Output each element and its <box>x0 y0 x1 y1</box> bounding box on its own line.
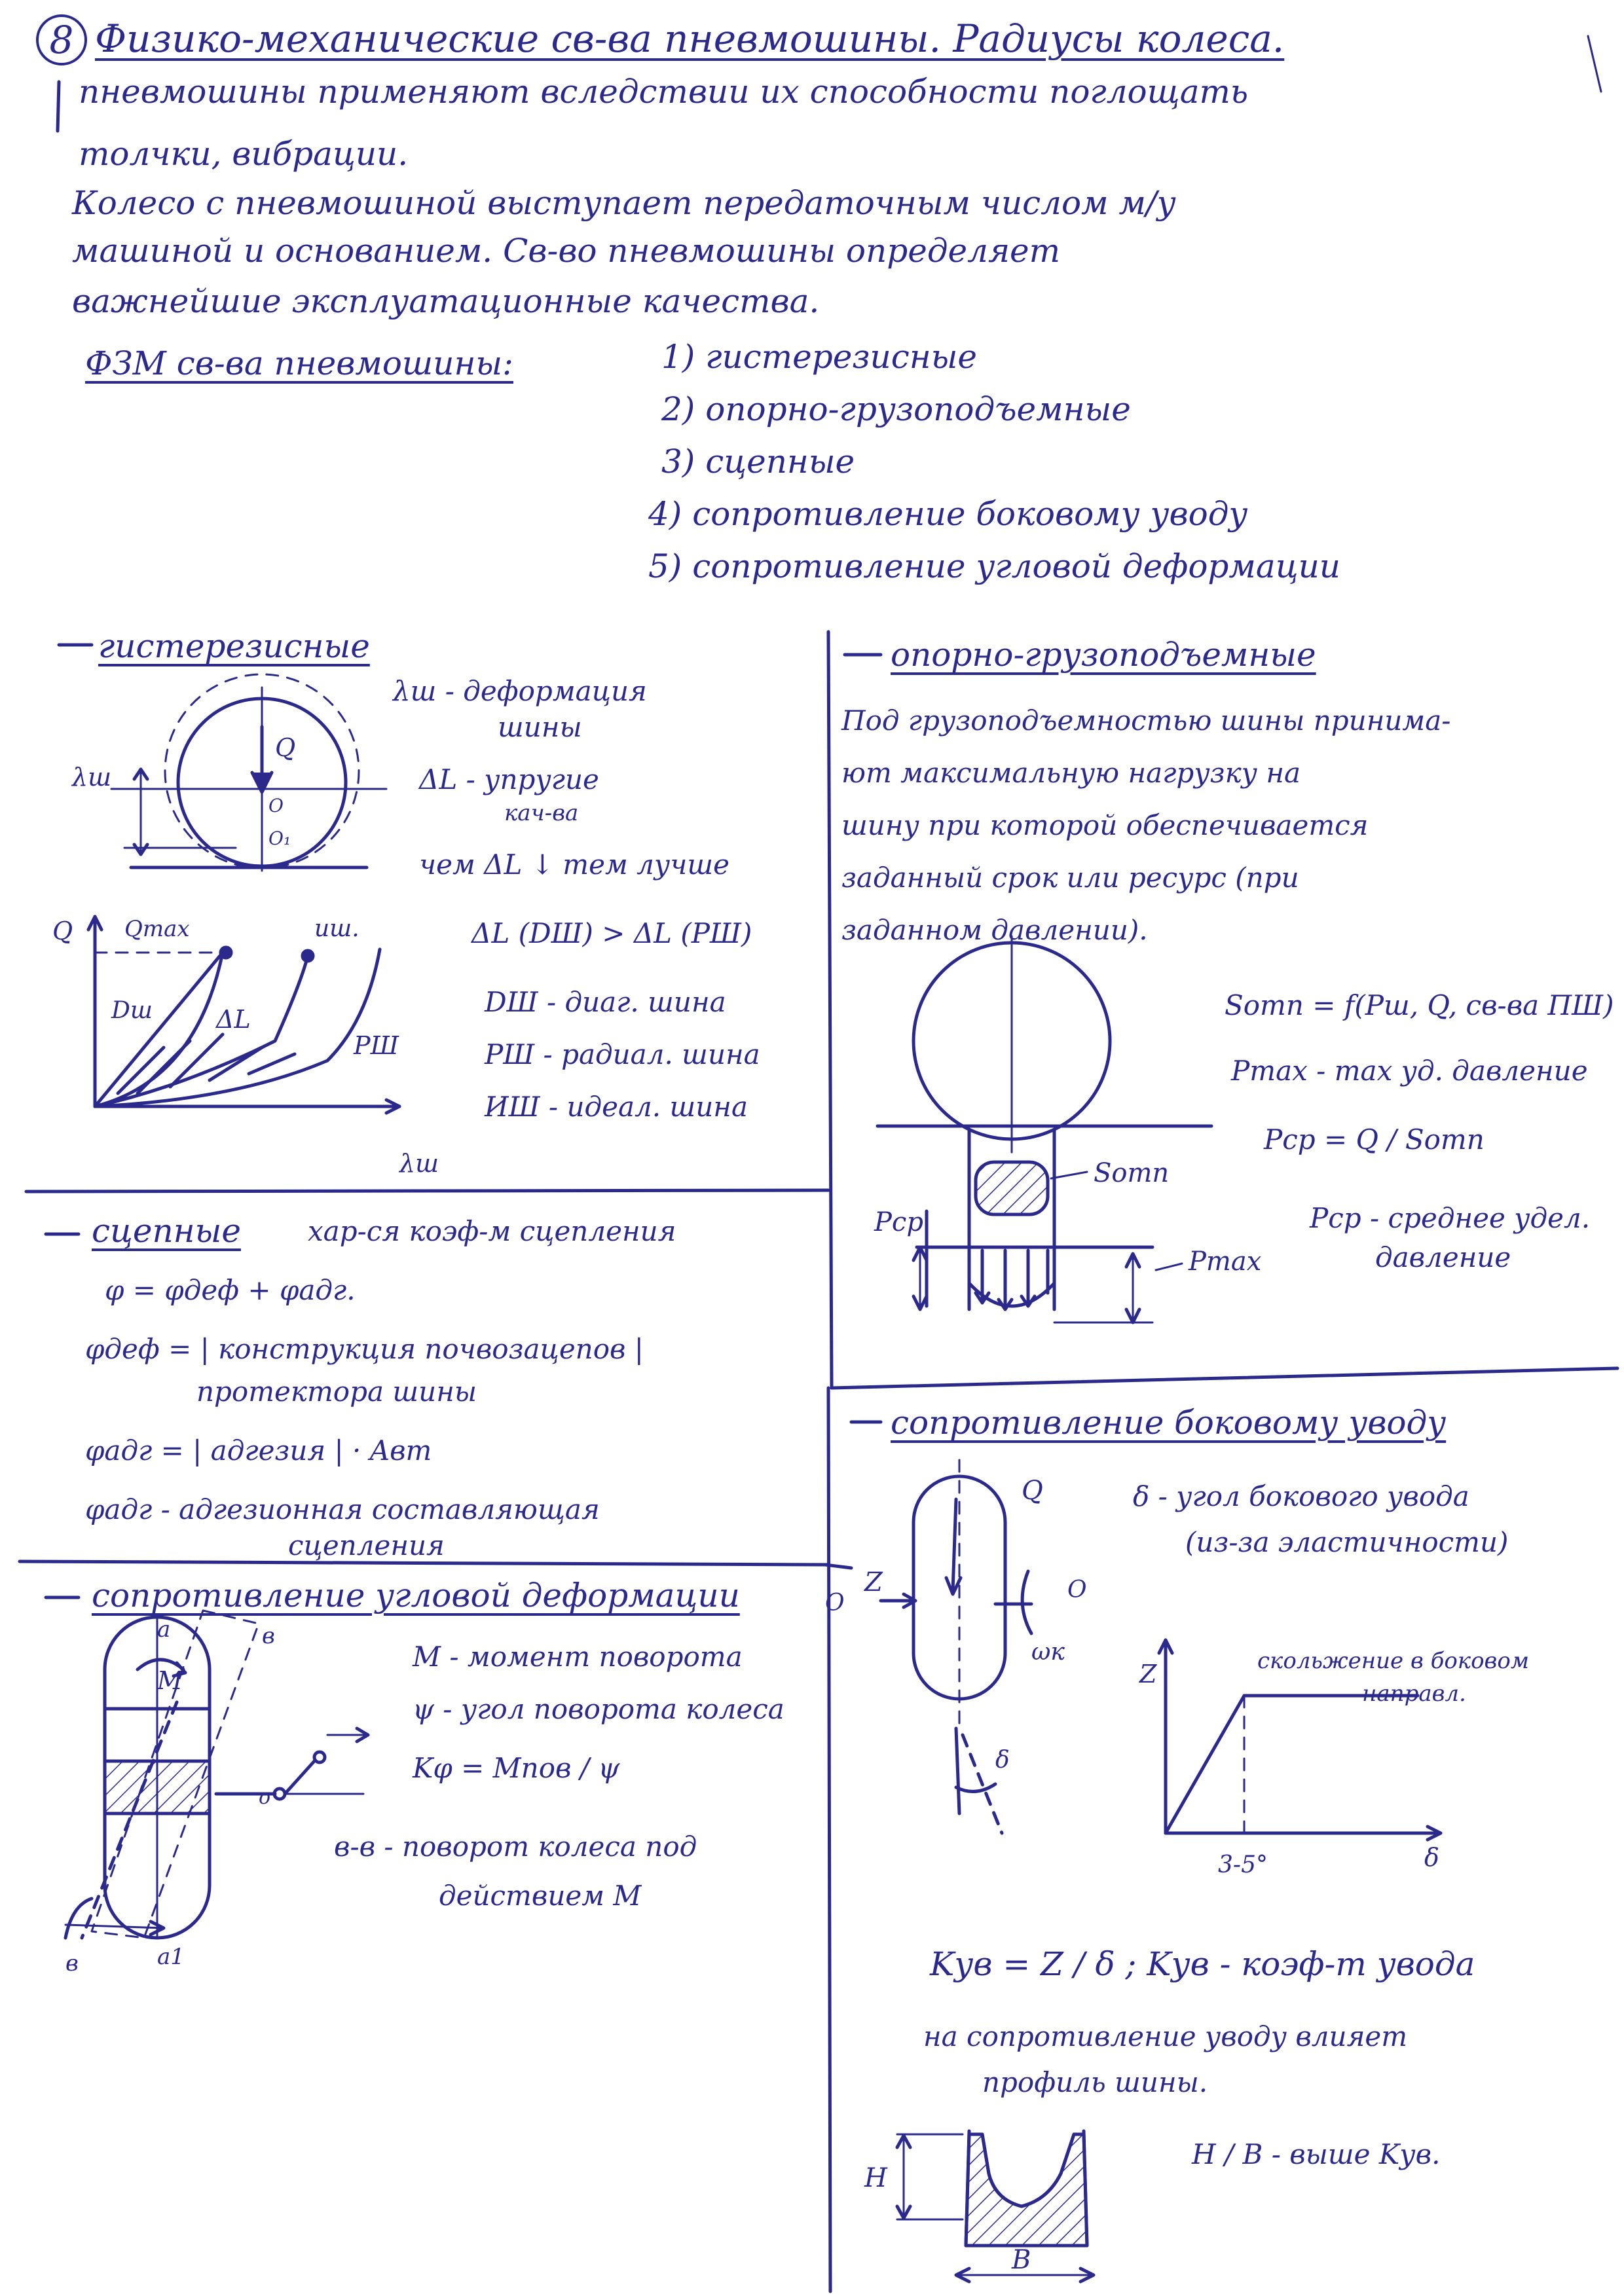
fig-label: λш <box>72 763 112 792</box>
fig-label: a <box>157 1616 171 1643</box>
fig-label: Sотп <box>1094 1158 1170 1188</box>
hysteresis-note: шины <box>498 711 582 743</box>
fig-label: Pср <box>874 1207 923 1237</box>
graph-label: Z <box>1139 1660 1157 1688</box>
intro-line: машиной и основанием. Св-во пневмошины определяет <box>72 232 1061 270</box>
intro-line: толчки, вибрации. <box>79 135 409 173</box>
angular-note: действием M <box>439 1880 642 1912</box>
hysteresis-heading: гистерезисные <box>98 627 370 665</box>
support-text-line: заданный срок или ресурс (при <box>841 862 1299 894</box>
graph-label: ΔL <box>216 1005 251 1034</box>
traction-text-line: φадг - адгезионная составляющая <box>85 1493 600 1525</box>
fig-label: a1 <box>157 1944 185 1970</box>
support-wheel-figure <box>874 936 1261 1322</box>
fig-label: Pmax <box>1189 1247 1262 1277</box>
lateral-note: направл. <box>1362 1681 1466 1707</box>
intro-line: пневмошины применяют вследствии их способности поглощать <box>79 73 1249 111</box>
fig-label: O <box>1067 1576 1087 1603</box>
section-number: 8 <box>36 14 87 65</box>
angular-heading: сопротивление угловой деформации <box>92 1576 740 1614</box>
lateral-note: H / B - выше Kув. <box>1192 2138 1441 2170</box>
hysteresis-graph <box>52 915 439 1178</box>
hysteresis-note: ΔL - упругие <box>419 763 599 795</box>
traction-text-line: сцепления <box>288 1529 445 1561</box>
fig-label: O <box>825 1590 845 1616</box>
graph-label: 3-5° <box>1218 1851 1268 1878</box>
lateral-graph <box>1139 1640 1441 1878</box>
fig-label: M <box>157 1666 183 1695</box>
tire-profile-figure <box>864 2131 1094 2282</box>
traction-text-line: φадг = | адгезия | · Aвт <box>85 1434 432 1467</box>
fig-label: B <box>1012 2245 1031 2275</box>
hysteresis-note: PШ - радиал. шина <box>485 1038 760 1070</box>
fig-label: O <box>268 795 284 816</box>
property-item: 1) гистерезисные <box>661 338 978 376</box>
hysteresis-note: ИШ - идеал. шина <box>485 1091 748 1123</box>
support-text-line: заданном давлении). <box>841 914 1148 946</box>
section-divider <box>828 1388 830 2291</box>
margin-bar <box>58 82 59 131</box>
traction-text-line: φ = φдеф + φадг. <box>105 1274 356 1306</box>
fig-label: O₁ <box>268 828 291 849</box>
graph-label: λш <box>399 1149 439 1178</box>
fig-label: H <box>864 2163 887 2193</box>
graph-label: Qmax <box>124 916 190 942</box>
fig-label: Q <box>1022 1476 1043 1506</box>
property-item: 5) сопротивление угловой деформации <box>648 547 1340 585</box>
angular-note: M - момент поворота <box>413 1641 743 1673</box>
property-item: 4) сопротивление боковому уводу <box>648 495 1248 533</box>
traction-text-line: протектора шины <box>196 1376 477 1408</box>
fig-label: ωк <box>1031 1639 1065 1666</box>
lateral-note: на сопротивление уводу влияет <box>923 2020 1408 2052</box>
graph-label: Dш <box>111 997 153 1024</box>
graph-label: Q <box>52 917 73 945</box>
section-divider <box>20 1561 828 1565</box>
support-heading: опорно-грузоподъемные <box>891 636 1316 674</box>
hysteresis-note: кач-ва <box>504 800 579 826</box>
support-text-line: ют максимальную нагрузку на <box>841 757 1301 789</box>
lateral-tire-figure <box>825 1460 1087 1833</box>
support-formula: Pmax - max уд. давление <box>1231 1055 1588 1087</box>
hysteresis-wheel-figure <box>71 674 386 871</box>
properties-label: ФЗМ св-ва пневмошины: <box>85 344 514 382</box>
margin-bar <box>1588 36 1601 92</box>
traction-text-line: хар-ся коэф-м сцепления <box>308 1215 676 1247</box>
fig-label: в <box>262 1623 275 1649</box>
traction-text-line: φдеф = | конструкция почвозацепов | <box>85 1333 644 1365</box>
lateral-note: Kув = Z / δ ; Kув - коэф-т увода <box>930 1945 1475 1983</box>
fig-label: Q <box>275 733 296 762</box>
section-divider <box>828 632 832 1388</box>
lateral-note: профиль шины. <box>982 2066 1208 2098</box>
section-divider <box>26 1190 828 1192</box>
graph-label: PШ <box>354 1031 399 1060</box>
traction-heading: сцепные <box>92 1212 241 1250</box>
fig-label: Z <box>864 1567 883 1597</box>
graph-label: δ <box>1424 1843 1439 1872</box>
intro-line: важнейшие эксплуатационные качества. <box>72 282 820 320</box>
hysteresis-note: ΔL (DШ) > ΔL (PШ) <box>471 917 752 949</box>
lateral-heading: сопротивление боковому уводу <box>891 1404 1447 1442</box>
support-text-line: Под грузоподъемностью шины принима- <box>841 704 1451 737</box>
intro-line: Колесо с пневмошиной выступает передаточным числом м/у <box>72 184 1176 222</box>
fig-label: o <box>259 1786 271 1809</box>
support-formula: давление <box>1375 1241 1511 1273</box>
lateral-note: скольжение в боковом <box>1257 1648 1530 1674</box>
angular-note: Kφ = Mпов / ψ <box>413 1752 620 1784</box>
support-formula: Pср - среднее удел. <box>1310 1202 1591 1234</box>
page-title: Физико-механические св-ва пневмошины. Радиусы колеса. <box>95 16 1285 61</box>
support-text-line: шину при которой обеспечивается <box>841 809 1369 841</box>
lateral-note: (из-за эластичности) <box>1185 1526 1509 1558</box>
fig-label: δ <box>995 1747 1010 1774</box>
angular-note: ψ - угол поворота колеса <box>413 1693 784 1725</box>
hysteresis-note: λш - деформация <box>393 675 647 707</box>
angular-note: в-в - поворот колеса под <box>334 1831 697 1863</box>
support-formula: Pср = Q / Sотп <box>1264 1123 1485 1156</box>
hysteresis-note: DШ - диаг. шина <box>485 986 726 1018</box>
hysteresis-note: чем ΔL ↓ тем лучше <box>419 848 729 881</box>
fig-label: в <box>65 1950 79 1977</box>
property-item: 2) опорно-грузоподъемные <box>661 390 1131 428</box>
property-item: 3) сцепные <box>661 443 855 481</box>
graph-label: иш. <box>314 915 360 942</box>
section-divider <box>832 1368 1617 1388</box>
angular-tire-figure <box>65 1611 368 1977</box>
lateral-note: δ - угол бокового увода <box>1133 1480 1469 1512</box>
support-formula: Sотп = f(Pш, Q, св-ва ПШ) <box>1225 989 1614 1021</box>
